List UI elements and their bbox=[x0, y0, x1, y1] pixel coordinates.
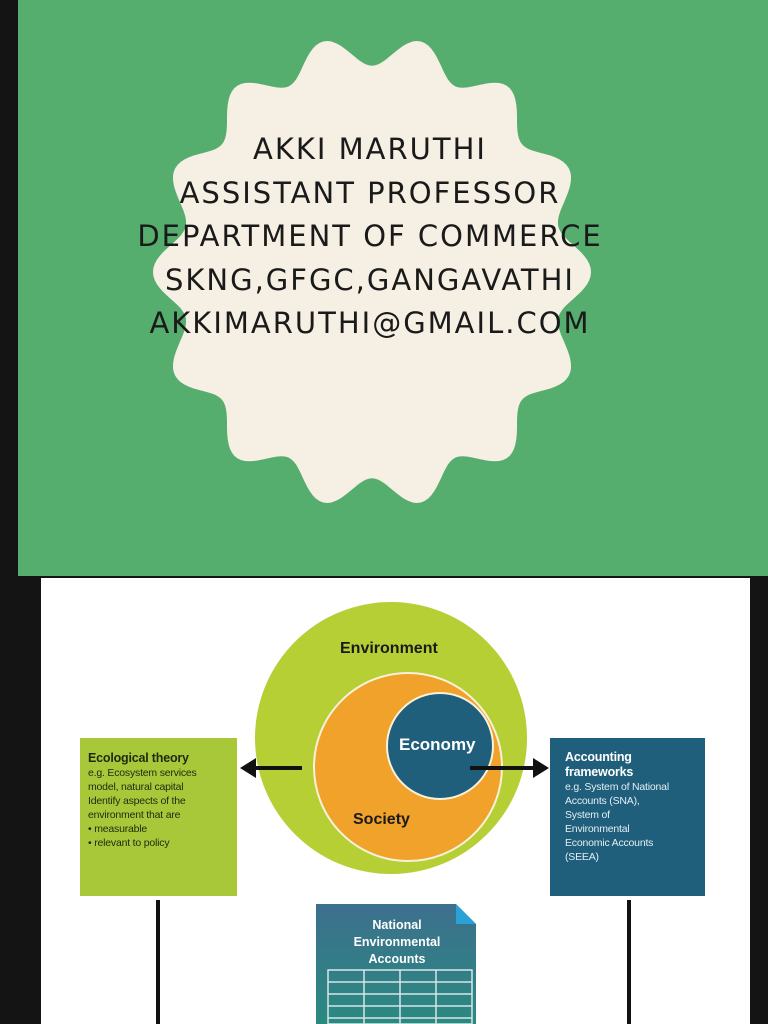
accounting-line: Accounts (SNA), bbox=[565, 795, 640, 807]
author-email: AKKIMARUTHI@GMAIL.COM bbox=[149, 306, 591, 340]
economy-label: Economy bbox=[399, 735, 476, 754]
accounting-frameworks-text bbox=[565, 750, 701, 864]
author-name: AKKI MARUTHI bbox=[253, 132, 487, 166]
accounting-line: (SEEA) bbox=[565, 851, 599, 863]
ecological-theory-text bbox=[88, 751, 228, 850]
accounting-line: Economic Accounts bbox=[565, 837, 654, 849]
ecological-line: • measurable bbox=[88, 823, 148, 835]
accounting-line: System of bbox=[565, 809, 610, 821]
society-label: Society bbox=[353, 811, 410, 828]
ecological-line: e.g. Ecosystem services bbox=[88, 767, 197, 779]
ecological-line: environment that are bbox=[88, 809, 181, 821]
national-accounts-line: Environmental bbox=[353, 935, 441, 949]
accounting-heading: Accounting bbox=[565, 750, 632, 764]
environment-label: Environment bbox=[340, 640, 438, 657]
accounting-heading: frameworks bbox=[565, 765, 634, 779]
national-accounts-label bbox=[322, 917, 472, 968]
national-accounts-line: National bbox=[372, 918, 422, 932]
author-college: SKNG,GFGC,GANGAVATHI bbox=[164, 262, 575, 297]
author-position: ASSISTANT PROFESSOR bbox=[179, 175, 561, 210]
ecological-line: Identify aspects of the bbox=[88, 795, 186, 807]
author-department: DEPARTMENT OF COMMERCE bbox=[137, 219, 603, 253]
ecological-line: • relevant to policy bbox=[88, 837, 170, 849]
ecological-line: model, natural capital bbox=[88, 781, 184, 793]
accounting-line: e.g. System of National bbox=[565, 781, 669, 793]
ecological-theory-heading: Ecological theory bbox=[88, 751, 189, 765]
accounting-line: Environmental bbox=[565, 823, 630, 835]
national-accounts-line: Accounts bbox=[368, 952, 426, 966]
